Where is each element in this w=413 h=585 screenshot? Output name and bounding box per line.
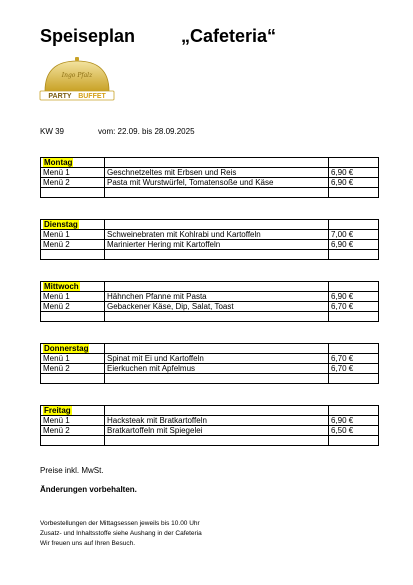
dish-name: Hacksteak mit Bratkartoffeln [105, 416, 329, 426]
page-subtitle: „Cafeteria“ [181, 26, 277, 46]
day-table-donnerstag [40, 343, 379, 384]
party-buffet-logo [37, 55, 117, 103]
day-name: Freitag [44, 406, 71, 415]
menu-label: Menü 2 [41, 426, 105, 436]
logo-brand-right: BUFFET [78, 93, 106, 100]
dish-price: 6,70 € [329, 354, 379, 364]
menu-label: Menü 1 [41, 354, 105, 364]
day-name-cell [41, 282, 105, 292]
dish-price: 6,50 € [329, 426, 379, 436]
menu-label: Menü 1 [41, 230, 105, 240]
dish-name: Spinat mit Ei und Kartoffeln [105, 354, 329, 364]
menu-label: Menü 2 [41, 364, 105, 374]
menu-label: Menü 2 [41, 178, 105, 188]
dish-price: 6,90 € [329, 292, 379, 302]
dish-price: 6,90 € [329, 416, 379, 426]
day-name-cell [41, 406, 105, 416]
dish-price: 7,00 € [329, 230, 379, 240]
dish-name: Gebackener Käse, Dip, Salat, Toast [105, 302, 329, 312]
day-name: Mittwoch [44, 282, 79, 291]
empty-row [41, 188, 379, 198]
dish-name: Schweinebraten mit Kohlrabi und Kartoffeln [105, 230, 329, 240]
day-header-row [41, 220, 379, 230]
day-name-cell [41, 158, 105, 168]
day-header-row [41, 158, 379, 168]
menu-label: Menü 1 [41, 292, 105, 302]
empty-row [41, 436, 379, 446]
day-name: Dienstag [44, 220, 78, 229]
day-name: Montag [44, 158, 73, 167]
footer-line-preorder: Vorbestellungen der Mittagsessen jeweils bis 10.00 Uhr [40, 520, 200, 527]
day-name: Donnerstag [44, 344, 89, 353]
dish-name: Bratkartoffeln mit Spiegelei [105, 426, 329, 436]
dish-price: 6,70 € [329, 364, 379, 374]
logo-script-text: Ingo Pfalz [61, 72, 93, 79]
day-header-row [41, 406, 379, 416]
menu-label: Menü 2 [41, 240, 105, 250]
dish-name: Hähnchen Pfanne mit Pasta [105, 292, 329, 302]
menu-row [41, 292, 379, 302]
menu-row [41, 354, 379, 364]
footer-notes [40, 519, 202, 549]
price-note: Preise inkl. MwSt. [40, 466, 104, 475]
menu-row [41, 168, 379, 178]
menu-label: Menü 2 [41, 302, 105, 312]
dish-price: 6,70 € [329, 302, 379, 312]
day-name-cell [41, 220, 105, 230]
empty-row [41, 250, 379, 260]
menu-row [41, 416, 379, 426]
day-table-freitag [40, 405, 379, 446]
menu-row [41, 302, 379, 312]
day-header-row [41, 282, 379, 292]
page-title: Speiseplan [40, 26, 136, 46]
dish-name: Pasta mit Wurstwürfel, Tomatensoße und Käse [105, 178, 329, 188]
menu-label: Menü 1 [41, 168, 105, 178]
day-table-montag [40, 157, 379, 198]
dish-name: Eierkuchen mit Apfelmus [105, 364, 329, 374]
menu-row [41, 230, 379, 240]
dish-name: Marinierter Hering mit Kartoffeln [105, 240, 329, 250]
day-name-cell [41, 344, 105, 354]
footer-line-welcome: Wir freuen uns auf Ihren Besuch. [40, 540, 136, 547]
week-date-range: vom: 22.09. bis 28.09.2025 [98, 127, 195, 136]
day-table-mittwoch [40, 281, 379, 322]
dish-name: Geschnetzeltes mit Erbsen und Reis [105, 168, 329, 178]
empty-row [41, 312, 379, 322]
menu-row [41, 426, 379, 436]
day-table-dienstag [40, 219, 379, 260]
dish-price: 6,90 € [329, 168, 379, 178]
menu-row [41, 364, 379, 374]
footer-line-additives: Zusatz- und Inhaltsstoffe siehe Aushang in der Cafeteria [40, 530, 202, 537]
day-header-row [41, 344, 379, 354]
logo-brand-left: PARTY [48, 93, 72, 100]
dish-price: 6,90 € [329, 240, 379, 250]
changes-note: Änderungen vorbehalten. [40, 485, 137, 494]
menu-row [41, 240, 379, 250]
week-number: KW 39 [40, 127, 65, 136]
menu-label: Menü 1 [41, 416, 105, 426]
empty-row [41, 374, 379, 384]
menu-row [41, 178, 379, 188]
dish-price: 6,90 € [329, 178, 379, 188]
